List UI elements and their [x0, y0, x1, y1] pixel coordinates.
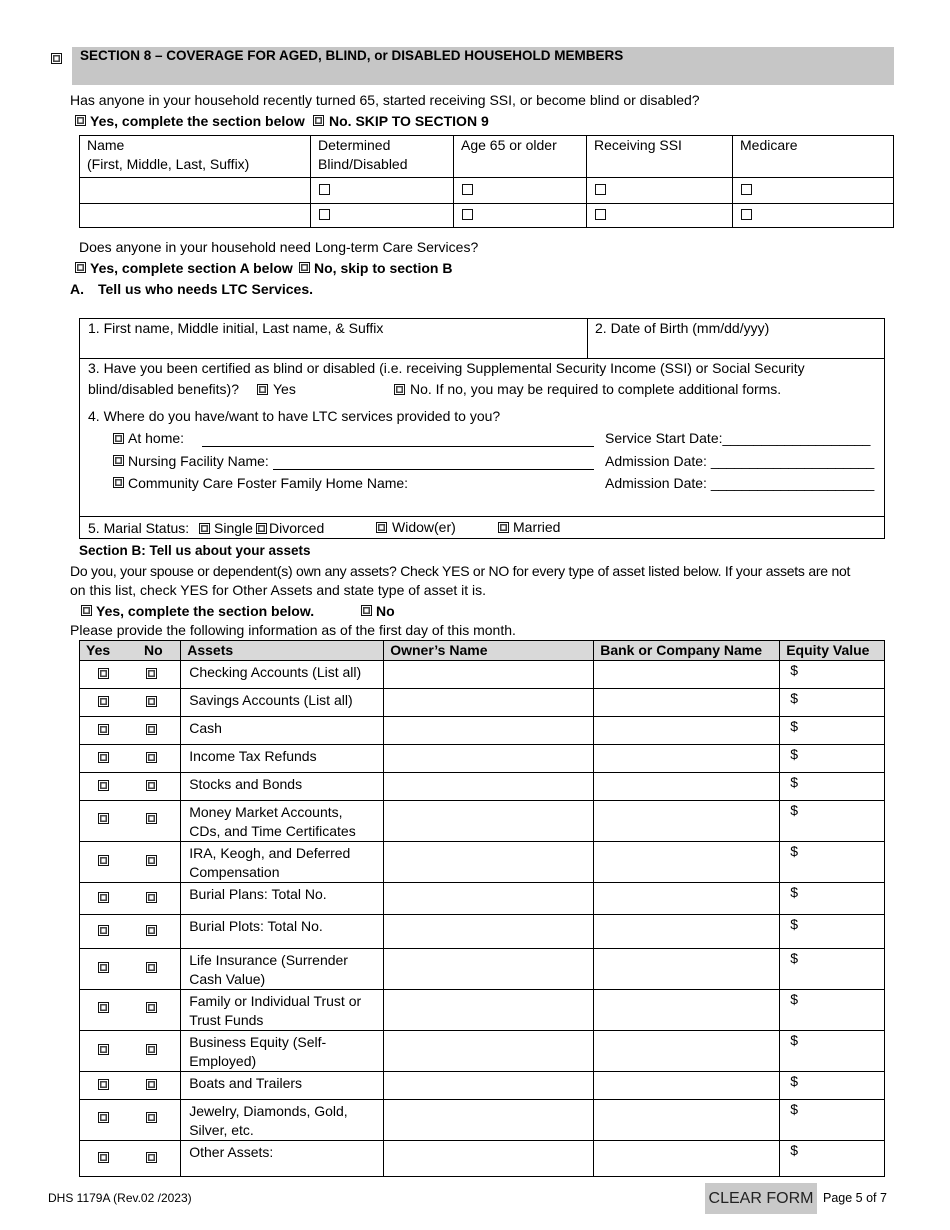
section8-question: Has anyone in your household recently turned 65, started receiving SSI, or become blind or disabled?	[70, 92, 700, 108]
asset-label: Family or Individual Trust or Trust Funds	[181, 990, 384, 1031]
asset-yes-checkbox[interactable]	[98, 925, 109, 936]
owner-name-cell[interactable]	[384, 1100, 594, 1141]
owner-name-cell[interactable]	[384, 661, 594, 689]
currency-symbol: $	[790, 916, 799, 932]
table-row	[80, 661, 885, 689]
married-checkbox[interactable]	[498, 522, 509, 533]
yes-header: Yes	[86, 642, 111, 658]
equity-value-cell[interactable]	[780, 883, 885, 915]
currency-symbol: $	[790, 1032, 799, 1048]
section-a-title: Tell us who needs LTC Services.	[98, 281, 313, 297]
section8-select-checkbox[interactable]	[51, 53, 62, 64]
nursing-facility-field[interactable]	[273, 469, 594, 470]
owner-name-cell[interactable]	[384, 1031, 594, 1072]
asset-yes-checkbox[interactable]	[98, 1044, 109, 1055]
owner-name-cell[interactable]	[384, 801, 594, 842]
assets-table	[79, 640, 885, 1177]
bank-name-cell[interactable]	[594, 689, 780, 717]
at-home-label: At home:	[128, 430, 185, 446]
asset-label: Stocks and Bonds	[181, 773, 384, 801]
married-label: Married	[513, 519, 561, 535]
ltc-location-question: 4. Where do you have/want to have LTC services provided to you?	[88, 408, 501, 424]
certified-yes-label: Yes	[273, 381, 296, 397]
currency-symbol: $	[790, 662, 799, 678]
owner-name-cell[interactable]	[384, 915, 594, 949]
asset-no-checkbox[interactable]	[146, 752, 157, 763]
ltc-yes-label: Yes, complete section A below	[90, 260, 293, 276]
ltc-yes-checkbox[interactable]	[75, 262, 86, 273]
name-cell[interactable]	[80, 204, 311, 228]
table-row	[80, 717, 885, 745]
section8-table	[79, 135, 894, 228]
asset-yes-checkbox[interactable]	[98, 855, 109, 866]
equity-value-cell[interactable]	[780, 949, 885, 990]
equity-header: Equity Value	[780, 641, 885, 661]
ltc-form-box	[79, 318, 885, 539]
asset-no-checkbox[interactable]	[146, 813, 157, 824]
page-number: Page 5 of 7	[823, 1191, 887, 1205]
no-header: No	[144, 642, 163, 658]
asset-label: Jewelry, Diamonds, Gold, Silver, etc.	[181, 1100, 384, 1141]
header-medicare: Medicare	[733, 136, 894, 178]
asset-label: Savings Accounts (List all)	[181, 689, 384, 717]
currency-symbol: $	[790, 802, 799, 818]
bank-name-cell[interactable]	[594, 915, 780, 949]
asset-no-checkbox[interactable]	[146, 696, 157, 707]
header-age-65: Age 65 or older	[454, 136, 587, 178]
age-65-checkbox[interactable]	[462, 184, 473, 195]
at-home-field[interactable]	[202, 446, 594, 447]
asset-no-checkbox[interactable]	[146, 1044, 157, 1055]
currency-symbol: $	[790, 1073, 799, 1089]
asset-label: Burial Plots: Total No.	[181, 915, 384, 949]
currency-symbol: $	[790, 746, 799, 762]
currency-symbol: $	[790, 690, 799, 706]
asset-label: Income Tax Refunds	[181, 745, 384, 773]
divorced-label: Divorced	[269, 520, 325, 536]
equity-value-cell[interactable]	[780, 661, 885, 689]
assets-header: Assets	[181, 641, 384, 661]
owner-name-cell[interactable]	[384, 990, 594, 1031]
currency-symbol: $	[790, 774, 799, 790]
header-name: Name (First, Middle, Last, Suffix)	[80, 136, 311, 178]
equity-value-cell[interactable]	[780, 915, 885, 949]
bank-name-cell[interactable]	[594, 990, 780, 1031]
table-row	[80, 801, 885, 842]
owner-name-cell[interactable]	[384, 745, 594, 773]
equity-value-cell[interactable]	[780, 842, 885, 883]
certified-no-checkbox[interactable]	[394, 384, 405, 395]
bank-name-cell[interactable]	[594, 949, 780, 990]
bank-name-cell[interactable]	[594, 1100, 780, 1141]
table-row	[80, 883, 885, 915]
yes-no-header	[80, 641, 181, 661]
bank-name-cell[interactable]	[594, 1072, 780, 1100]
owner-header: Owner’s Name	[384, 641, 594, 661]
asset-label: IRA, Keogh, and Deferred Compensation	[181, 842, 384, 883]
asset-label: Checking Accounts (List all)	[181, 661, 384, 689]
bank-header: Bank or Company Name	[594, 641, 780, 661]
asset-yes-checkbox[interactable]	[98, 696, 109, 707]
asset-no-checkbox[interactable]	[146, 780, 157, 791]
asset-yes-checkbox[interactable]	[98, 1152, 109, 1163]
name-cell[interactable]	[80, 178, 311, 204]
section8-title: SECTION 8 – COVERAGE FOR AGED, BLIND, or DISABLED HOUSEHOLD MEMBERS	[80, 48, 624, 63]
section8-no-checkbox[interactable]	[313, 115, 324, 126]
asset-no-checkbox[interactable]	[146, 1152, 157, 1163]
owner-name-cell[interactable]	[384, 842, 594, 883]
certified-no-label: No. If no, you may be required to complete additional forms.	[410, 381, 782, 397]
asset-yes-checkbox[interactable]	[98, 752, 109, 763]
community-care-checkbox[interactable]	[113, 477, 124, 488]
widow-label: Widow(er)	[392, 519, 456, 535]
bank-name-cell[interactable]	[594, 773, 780, 801]
bank-name-cell[interactable]	[594, 842, 780, 883]
blind-disabled-checkbox[interactable]	[319, 184, 330, 195]
table-row	[80, 915, 885, 949]
table-row	[80, 689, 885, 717]
certified-yes-checkbox[interactable]	[257, 384, 268, 395]
currency-symbol: $	[790, 991, 799, 1007]
ltc-no-checkbox[interactable]	[299, 262, 310, 273]
table-row	[80, 1031, 885, 1072]
owner-name-cell[interactable]	[384, 717, 594, 745]
single-checkbox[interactable]	[199, 523, 210, 534]
header-receiving-ssi: Receiving SSI	[587, 136, 733, 178]
owner-name-cell[interactable]	[384, 773, 594, 801]
clear-form-button[interactable]: CLEAR FORM	[705, 1183, 817, 1214]
section-b-question: Do you, your spouse or dependent(s) own any assets? Check YES or NO for every type of asset listed below. If your assets are not	[70, 563, 851, 579]
asset-yes-checkbox[interactable]	[98, 780, 109, 791]
asset-yes-checkbox[interactable]	[98, 892, 109, 903]
equity-value-cell[interactable]	[780, 801, 885, 842]
asset-no-checkbox[interactable]	[146, 724, 157, 735]
dob-label: 2. Date of Birth (mm/dd/yyy)	[595, 320, 770, 336]
bank-name-cell[interactable]	[594, 801, 780, 842]
table-row	[80, 773, 885, 801]
marital-status-label: 5. Marial Status:	[88, 520, 190, 536]
assets-instruction: Please provide the following information as of the first day of this month.	[70, 622, 516, 638]
asset-no-checkbox[interactable]	[146, 668, 157, 679]
bank-name-cell[interactable]	[594, 1031, 780, 1072]
blind-disabled-checkbox[interactable]	[319, 209, 330, 220]
certified-question-cont: blind/disabled benefits)?	[88, 381, 239, 397]
section8-yes-checkbox[interactable]	[75, 115, 86, 126]
single-label: Single	[214, 520, 253, 536]
equity-value-cell[interactable]	[780, 990, 885, 1031]
section8-yes-label: Yes, complete the section below	[90, 113, 305, 129]
community-care-label: Community Care Foster Family Home Name:	[128, 475, 409, 491]
full-name-label: 1. First name, Middle initial, Last name, & Suffix	[88, 320, 384, 336]
equity-value-cell[interactable]	[780, 689, 885, 717]
receiving-ssi-checkbox[interactable]	[595, 209, 606, 220]
assets-yes-label: Yes, complete the section below.	[96, 603, 315, 619]
table-row	[80, 842, 885, 883]
section8-header	[72, 47, 894, 85]
form-id: DHS 1179A (Rev.02 /2023)	[48, 1191, 192, 1205]
assets-no-checkbox[interactable]	[361, 605, 372, 616]
asset-yes-checkbox[interactable]	[98, 668, 109, 679]
bank-name-cell[interactable]	[594, 661, 780, 689]
owner-name-cell[interactable]	[384, 1072, 594, 1100]
ltc-no-label: No, skip to section B	[314, 260, 453, 276]
asset-label: Burial Plans: Total No.	[181, 883, 384, 915]
asset-label: Cash	[181, 717, 384, 745]
owner-name-cell[interactable]	[384, 949, 594, 990]
section8-no-label: No. SKIP TO SECTION 9	[329, 113, 489, 129]
owner-name-cell[interactable]	[384, 689, 594, 717]
header-blind-disabled: Determined Blind/Disabled	[311, 136, 454, 178]
bank-name-cell[interactable]	[594, 745, 780, 773]
asset-label: Money Market Accounts, CDs, and Time Certificates	[181, 801, 384, 842]
table-row	[80, 1072, 885, 1100]
equity-value-cell[interactable]	[780, 1031, 885, 1072]
equity-value-cell[interactable]	[780, 1100, 885, 1141]
section-a-letter: A.	[70, 281, 84, 297]
asset-label: Boats and Trailers	[181, 1072, 384, 1100]
asset-yes-checkbox[interactable]	[98, 1112, 109, 1123]
section-b-title: Section B: Tell us about your assets	[79, 543, 311, 558]
bank-name-cell[interactable]	[594, 1141, 780, 1177]
table-row	[80, 745, 885, 773]
bank-name-cell[interactable]	[594, 717, 780, 745]
currency-symbol: $	[790, 1101, 799, 1117]
table-row	[80, 1100, 885, 1141]
equity-value-cell[interactable]	[780, 773, 885, 801]
nursing-facility-checkbox[interactable]	[113, 455, 124, 466]
bank-name-cell[interactable]	[594, 883, 780, 915]
asset-yes-checkbox[interactable]	[98, 724, 109, 735]
asset-no-checkbox[interactable]	[146, 855, 157, 866]
service-start-date[interactable]: Service Start Date:___________________	[605, 430, 871, 446]
asset-no-checkbox[interactable]	[146, 962, 157, 973]
table-row	[80, 204, 894, 228]
asset-yes-checkbox[interactable]	[98, 1002, 109, 1013]
receiving-ssi-checkbox[interactable]	[595, 184, 606, 195]
owner-name-cell[interactable]	[384, 1141, 594, 1177]
equity-value-cell[interactable]	[780, 1072, 885, 1100]
owner-name-cell[interactable]	[384, 883, 594, 915]
asset-no-checkbox[interactable]	[146, 925, 157, 936]
section-b-question-cont: on this list, check YES for Other Assets and state type of asset it is.	[70, 582, 487, 598]
assets-no-label: No	[376, 603, 395, 619]
currency-symbol: $	[790, 843, 799, 859]
assets-yes-checkbox[interactable]	[81, 605, 92, 616]
divorced-checkbox[interactable]	[256, 523, 267, 534]
age-65-checkbox[interactable]	[462, 209, 473, 220]
currency-symbol: $	[790, 1142, 799, 1158]
ltc-question: Does anyone in your household need Long-term Care Services?	[79, 239, 479, 255]
nursing-facility-label: Nursing Facility Name:	[128, 453, 269, 469]
asset-no-checkbox[interactable]	[146, 1112, 157, 1123]
currency-symbol: $	[790, 950, 799, 966]
asset-label: Other Assets:	[181, 1141, 384, 1177]
medicare-checkbox[interactable]	[741, 184, 752, 195]
medicare-checkbox[interactable]	[741, 209, 752, 220]
asset-label: Business Equity (Self- Employed)	[181, 1031, 384, 1072]
asset-no-checkbox[interactable]	[146, 892, 157, 903]
equity-value-cell[interactable]	[780, 717, 885, 745]
equity-value-cell[interactable]	[780, 745, 885, 773]
table-row	[80, 949, 885, 990]
equity-value-cell[interactable]	[780, 1141, 885, 1177]
currency-symbol: $	[790, 884, 799, 900]
admission-date-2[interactable]: Admission Date: _____________________	[605, 475, 875, 491]
asset-yes-checkbox[interactable]	[98, 962, 109, 973]
asset-no-checkbox[interactable]	[146, 1002, 157, 1013]
asset-yes-checkbox[interactable]	[98, 1079, 109, 1090]
asset-label: Life Insurance (Surrender Cash Value)	[181, 949, 384, 990]
admission-date-1[interactable]: Admission Date: _____________________	[605, 453, 875, 469]
table-row	[80, 178, 894, 204]
widow-checkbox[interactable]	[376, 522, 387, 533]
at-home-checkbox[interactable]	[113, 433, 124, 444]
table-row	[80, 990, 885, 1031]
certified-question: 3. Have you been certified as blind or disabled (i.e. receiving Supplemental Security Income (SSI) or Social Security	[88, 360, 805, 376]
table-row	[80, 1141, 885, 1177]
asset-yes-checkbox[interactable]	[98, 813, 109, 824]
currency-symbol: $	[790, 718, 799, 734]
asset-no-checkbox[interactable]	[146, 1079, 157, 1090]
